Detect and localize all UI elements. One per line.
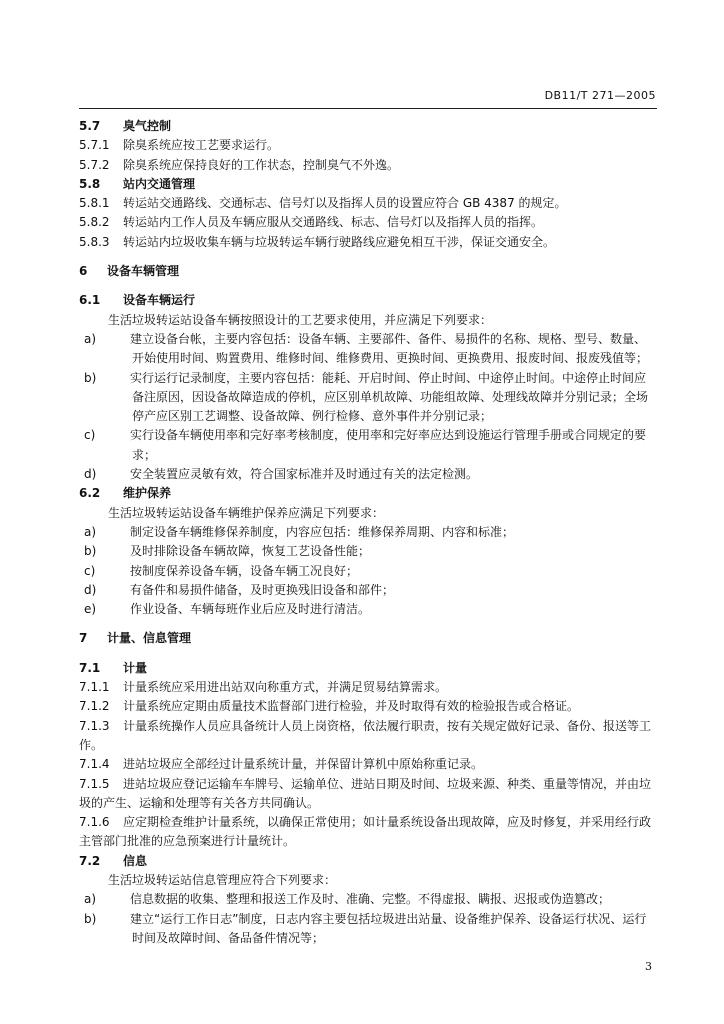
clause-number: c) — [84, 428, 96, 443]
paragraph-s7-1 — [79, 659, 657, 678]
clause-number: 7.1.6 — [79, 815, 110, 830]
clause-text: 进站垃圾应全部经过计量系统计量，并保留计算机中原始称重记录。 — [123, 757, 484, 772]
clause-text: 信息数据的收集、整理和报送工作及时、准确、完整。不得虚报、瞒报、迟报或伪造篡改； — [130, 892, 611, 907]
clause-text: 实行设备车辆使用率和完好率考核制度，使用率和完好率应达到设施运行管理手册或合同规定的要求； — [130, 428, 647, 462]
clause-text: 制定设备车辆维修保养制度，内容应包括：维修保养周期、内容和标准； — [130, 524, 515, 539]
clause-text: 应定期检查维护计量系统，以确保正常使用；如计量系统设备出现故障，应及时修复，并采用经行政主管部门批准的应急预案进行计量统计。 — [79, 815, 652, 849]
clause-text: 生活垃圾转运站设备车辆维护保养应满足下列要求： — [108, 505, 385, 520]
clause-text: 维护保养 — [123, 486, 172, 501]
paragraph-s6-1-intro — [79, 311, 657, 330]
paragraph-s6-2-e — [79, 600, 657, 619]
paragraph-s6-2 — [79, 484, 657, 503]
paragraph-s7 — [79, 629, 657, 648]
clause-text: 作业设备、车辆每班作业后应及时进行清洁。 — [130, 602, 371, 617]
clause-number: 7.2 — [79, 853, 101, 868]
clause-text: 及时排除设备车辆故障，恢复工艺设备性能； — [130, 544, 371, 559]
clause-text: 实行运行记录制度，主要内容包括：能耗、开启时间、停止时间、中途停止时间。中途停止时间应备注原因，因设备故障造成的停机，应区别单机故障、功能组故障、处理线故障并分别记录；全场停产应区别工艺调整、设备故障、例行检修、意外事件并分别记录； — [130, 370, 649, 424]
standard-code: DB11/T 271—2005 — [544, 89, 656, 102]
page-number: 3 — [645, 960, 652, 973]
paragraph-s7-1-3 — [79, 717, 657, 756]
section-gap — [79, 252, 657, 262]
paragraph-s6-1-d — [79, 465, 657, 484]
paragraph-s5-7-2 — [79, 156, 657, 175]
paragraph-s6-1-c — [79, 426, 657, 465]
document-body — [79, 117, 657, 948]
clause-number: a) — [84, 524, 97, 539]
clause-number: b) — [84, 370, 97, 385]
clause-number: 5.8 — [79, 176, 101, 191]
clause-number: e) — [84, 602, 97, 617]
clause-text: 生活垃圾转运站设备车辆按照设计的工艺要求使用，并应满足下列要求： — [108, 312, 493, 327]
clause-number: b) — [84, 911, 97, 926]
clause-text: 计量系统操作人员应具备统计人员上岗资格，依法履行职责，按有关规定做好记录、备份、报送等工作。 — [79, 718, 652, 752]
paragraph-s7-1-4 — [79, 755, 657, 774]
paragraph-s6-2-intro — [79, 504, 657, 523]
clause-text: 计量系统应定期由质量技术监督部门进行检验，并及时取得有效的检验报告或合格证。 — [123, 699, 580, 714]
clause-text: 转运站内工作人员及车辆应服从交通路线、标志、信号灯以及指挥人员的指挥。 — [123, 215, 544, 230]
paragraph-s5-8-3 — [79, 233, 657, 252]
clause-number: 5.8.1 — [79, 196, 110, 211]
clause-number: a) — [84, 892, 97, 907]
clause-text: 有备件和易损件储备，及时更换残旧设备和部件； — [130, 582, 395, 597]
clause-text: 除臭系统应按工艺要求运行。 — [123, 138, 280, 153]
paragraph-s7-1-1 — [79, 678, 657, 697]
clause-number: 6.1 — [79, 293, 101, 308]
clause-number: 6.2 — [79, 486, 101, 501]
clause-text: 建立“运行工作日志”制度，日志内容主要包括垃圾进出站量、设备维护保养、设备运行状况、运行时间及故障时间、备品备件情况等； — [130, 911, 647, 945]
clause-text: 站内交通管理 — [123, 176, 196, 191]
paragraph-s7-1-2 — [79, 697, 657, 716]
clause-number: a) — [84, 331, 97, 346]
clause-text: 除臭系统应保持良好的工作状态，控制臭气不外逸。 — [123, 157, 400, 172]
section-gap — [79, 649, 657, 659]
clause-text: 计量系统应采用进出站双向称重方式，并满足贸易结算需求。 — [123, 680, 448, 695]
paragraph-s7-1-6 — [79, 813, 657, 852]
clause-text: 臭气控制 — [123, 119, 172, 133]
paragraph-s7-2-intro — [79, 871, 657, 890]
clause-text: 建立设备台帐，主要内容包括：设备车辆、主要部件、备件、易损件的名称、规格、型号、数量、开始使用时间、购置费用、维修时间、维修费用、更换时间、更换费用、报废时间、报废残值等； — [130, 331, 649, 366]
paragraph-s6-2-d — [79, 581, 657, 600]
paragraph-s7-1-5 — [79, 775, 657, 814]
clause-text: 设备车辆运行 — [123, 293, 196, 308]
clause-number: d) — [84, 467, 97, 482]
section-gap — [79, 281, 657, 291]
clause-number: c) — [84, 563, 96, 578]
clause-number: 5.7.1 — [79, 138, 110, 153]
clause-number: 5.8.2 — [79, 215, 110, 230]
paragraph-s5-8 — [79, 175, 657, 194]
clause-number: 7.1.1 — [79, 680, 110, 695]
clause-text: 转运站内垃圾收集车辆与垃圾转运车辆行驶路线应避免相互干涉，保证交通安全。 — [123, 234, 556, 249]
clause-number: 7 — [79, 631, 88, 646]
clause-text: 设备车辆管理 — [107, 264, 180, 279]
section-gap — [79, 619, 657, 629]
paragraph-s6-2-c — [79, 562, 657, 581]
paragraph-s6 — [79, 262, 657, 281]
clause-number: d) — [84, 582, 97, 597]
clause-number: 5.8.3 — [79, 234, 110, 249]
paragraph-s6-1 — [79, 291, 657, 310]
header-rule — [79, 108, 657, 109]
paragraph-s6-1-b — [79, 369, 657, 427]
clause-number: 7.1.5 — [79, 776, 110, 791]
clause-number: 7.1.2 — [79, 699, 110, 714]
clause-number: b) — [84, 544, 97, 559]
clause-number: 7.1 — [79, 660, 101, 675]
paragraph-s5-7-1 — [79, 136, 657, 155]
clause-number: 5.7 — [79, 119, 101, 133]
clause-text: 计量 — [123, 660, 148, 675]
paragraph-s6-1-a — [79, 330, 657, 369]
clause-number: 6 — [79, 264, 88, 279]
clause-text: 信息 — [123, 853, 148, 868]
paragraph-s5-8-2 — [79, 213, 657, 232]
paragraph-s6-2-a — [79, 523, 657, 542]
clause-text: 进站垃圾应登记运输车车牌号、运输单位、进站日期及时间、垃圾来源、种类、重量等情况，并由垃圾的产生、运输和处理等有关各方共同确认。 — [79, 776, 652, 810]
paragraph-s7-2-b — [79, 910, 657, 949]
paragraph-s7-2-a — [79, 890, 657, 909]
clause-number: 7.1.3 — [79, 718, 110, 733]
clause-text: 转运站交通路线、交通标志、信号灯以及指挥人员的设置应符合 GB 4387 的规定。 — [123, 196, 567, 211]
clause-text: 生活垃圾转运站信息管理应符合下列要求： — [108, 872, 337, 887]
paragraph-s7-2 — [79, 852, 657, 871]
clause-text: 安全装置应灵敏有效，符合国家标准并及时通过有关的法定检测。 — [130, 467, 479, 482]
clause-number: 7.1.4 — [79, 757, 110, 772]
clause-number: 5.7.2 — [79, 157, 110, 172]
paragraph-s5-8-1 — [79, 194, 657, 213]
clause-text: 按制度保养设备车辆，设备车辆工况良好； — [130, 563, 359, 578]
clause-text: 计量、信息管理 — [107, 631, 192, 646]
paragraph-s5-7 — [79, 117, 657, 136]
paragraph-s6-2-b — [79, 542, 657, 561]
